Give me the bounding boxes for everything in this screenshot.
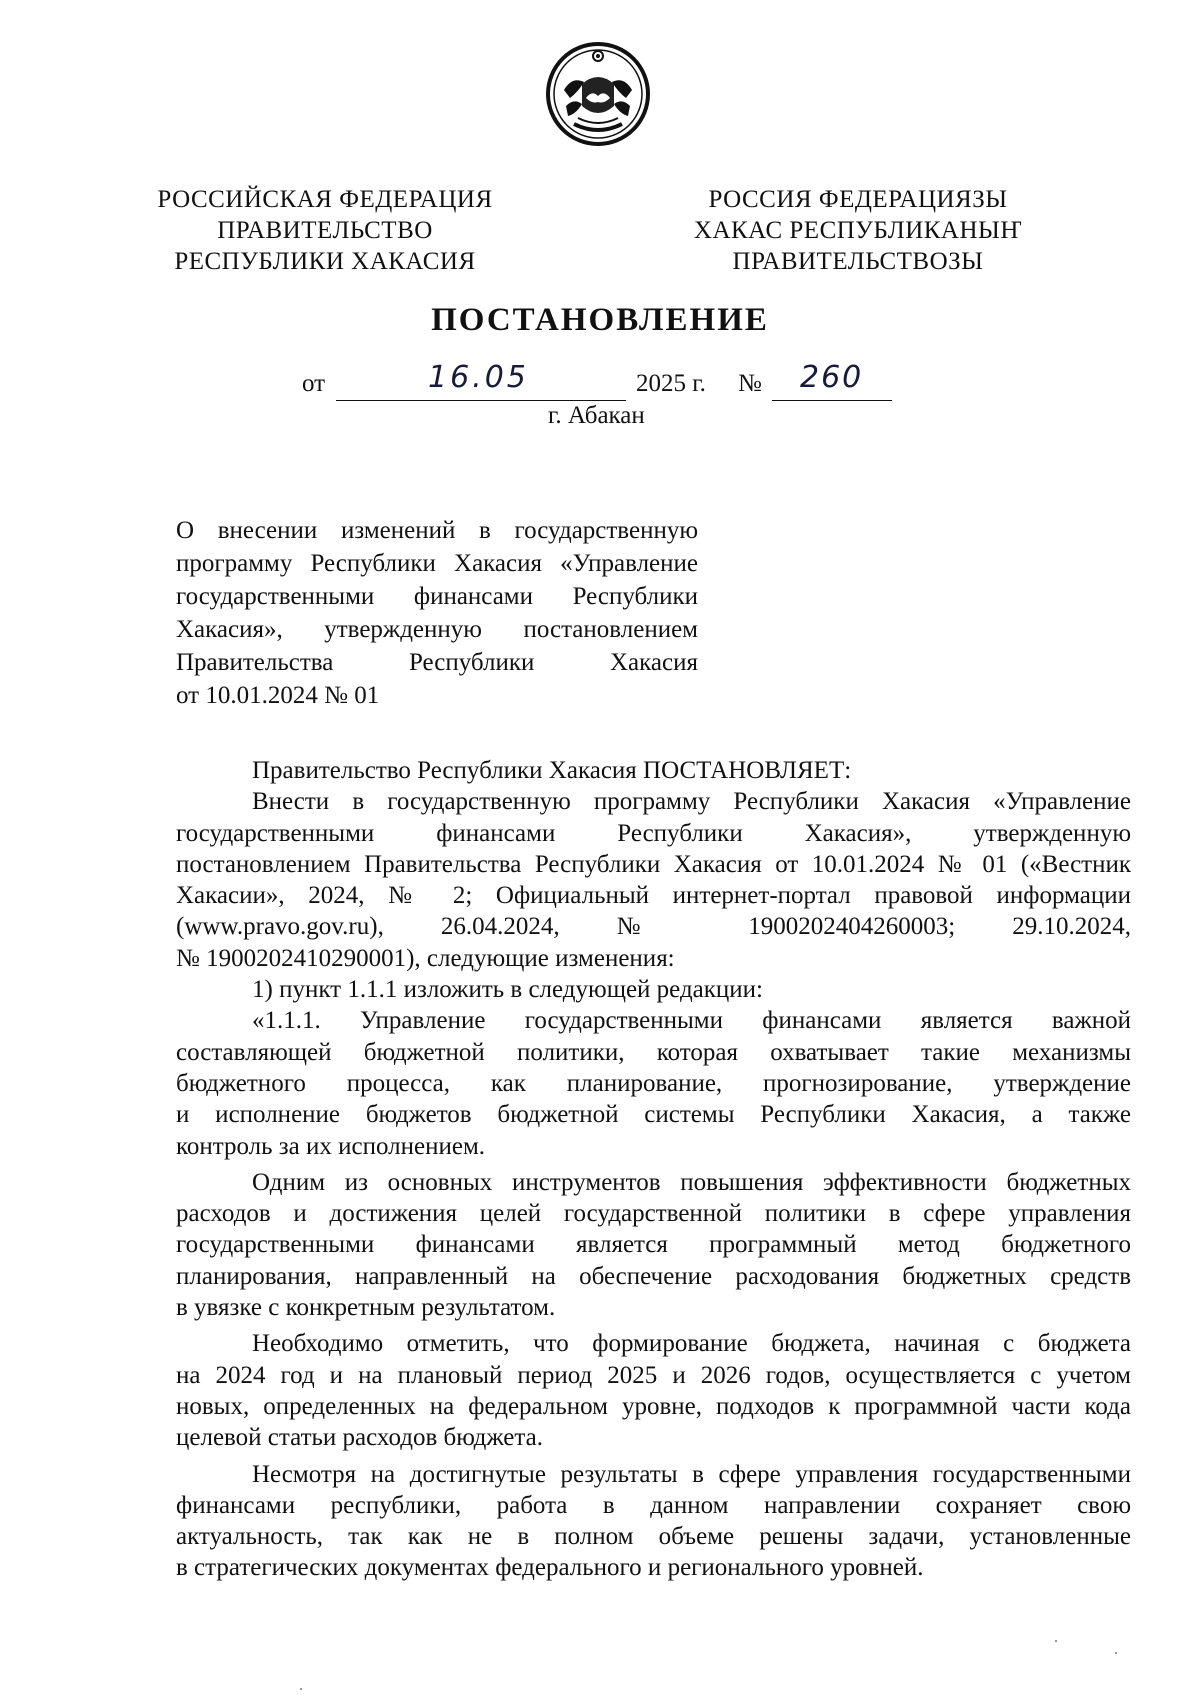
body-line: и исполнение бюджетов бюджетной системы Республики Хакасия, а также (176, 1101, 1131, 1129)
body-line: финансами республики, работа в данном направлении сохраняет свою (176, 1491, 1131, 1519)
body-line: актуальность, так как не в полном объеме решены задачи, установленные (176, 1523, 1131, 1551)
subject-line: Хакасия», утвержденную постановлением (176, 616, 698, 643)
body-line: государственными финансами Республики Хакасия», утвержденную (176, 819, 1131, 847)
body-line: новых, определенных на федеральном уровне, подходов к программной части кода (176, 1392, 1131, 1420)
body-line: постановлением Правительства Республики Хакасия от 10.01.2024 № 01 («Вестник (176, 850, 1131, 878)
subject-line: О внесении изменений в государственную (176, 517, 698, 544)
body-line: Хакасии», 2024, № 2; Официальный интернет-портал правовой информации (176, 882, 1131, 910)
body-line: 1) пункт 1.1.1 изложить в следующей редакции: (252, 976, 763, 1004)
scan-speck (300, 1688, 302, 1690)
body-line: Несмотря на достигнутые результаты в сфере управления государственными (252, 1460, 1131, 1488)
subject-block (176, 514, 698, 712)
body-line: планирования, направленный на обеспечение расходования бюджетных средств (176, 1262, 1131, 1290)
handwritten-number: 260 (800, 360, 864, 395)
body-line: № 1900202410290001), следующие изменения: (176, 944, 675, 972)
number-sign: № (738, 370, 762, 397)
document-body (176, 755, 1131, 1584)
header-left-line: РОССИЙСКАЯ ФЕДЕРАЦИЯ (157, 186, 493, 213)
body-line: государственными финансами является программный метод бюджетного (176, 1231, 1131, 1259)
body-line: на 2024 год и на плановый период 2025 и 2026 годов, осуществляется с учетом (176, 1361, 1131, 1389)
subject-line: государственными финансами Республики (176, 583, 698, 610)
body-line: расходов и достижения целей государственной политики в сфере управления (176, 1200, 1131, 1228)
document-title: ПОСТАНОВЛЕНИЕ (431, 302, 769, 338)
header-left-ru (150, 184, 500, 277)
subject-line: программу Республики Хакасия «Управление (176, 550, 698, 577)
header-left-line: ПРАВИТЕЛЬСТВО (217, 217, 433, 244)
body-line: Необходимо отметить, что формирование бюджета, начиная с бюджета (252, 1330, 1131, 1358)
header-right-line: РОССИЯ ФЕДЕРАЦИЯЗЫ (708, 186, 1008, 213)
body-line: в увязке с конкретным результатом. (176, 1294, 556, 1322)
city-label: г. Абакан (548, 402, 645, 429)
khakassia-emblem-icon (544, 40, 652, 148)
header-right-line: ХАКАС РЕСПУБЛИКАНЫҤ (693, 217, 1023, 244)
scan-speck (1115, 1652, 1117, 1654)
header-right-kjh (680, 184, 1036, 277)
date-underline (336, 400, 626, 401)
body-line: (www.pravo.gov.ru), 26.04.2024, № 1900202404260003; 29.10.2024, (176, 913, 1131, 941)
body-line: контроль за их исполнением. (176, 1132, 486, 1160)
from-label: от (302, 370, 326, 397)
body-line: составляющей бюджетной политики, которая охватывает такие механизмы (176, 1038, 1131, 1066)
body-line: Одним из основных инструментов повышения эффективности бюджетных (252, 1168, 1131, 1196)
header-left-line: РЕСПУБЛИКИ ХАКАСИЯ (174, 248, 476, 275)
number-underline (772, 400, 892, 401)
body-line: в стратегических документах федерального и регионального уровней. (176, 1554, 924, 1582)
body-line: целевой статьи расходов бюджета. (176, 1424, 543, 1452)
subject-line: от 10.01.2024 № 01 (176, 682, 380, 709)
body-line: «1.1.1. Управление государственными финансами является важной (252, 1007, 1131, 1035)
body-line: Внести в государственную программу Республики Хакасия «Управление (252, 788, 1131, 816)
scan-speck (1055, 1640, 1057, 1642)
subject-line: Правительства Республики Хакасия (176, 649, 698, 676)
body-line: Правительство Республики Хакасия ПОСТАНОВЛЯЕТ: (252, 757, 852, 784)
year-label: 2025 г. (636, 370, 706, 397)
header-right-line: ПРАВИТЕЛЬСТВОЗЫ (732, 248, 984, 275)
body-line: бюджетного процесса, как планирование, прогнозирование, утверждение (176, 1069, 1131, 1097)
handwritten-date: 16.05 (428, 360, 529, 395)
